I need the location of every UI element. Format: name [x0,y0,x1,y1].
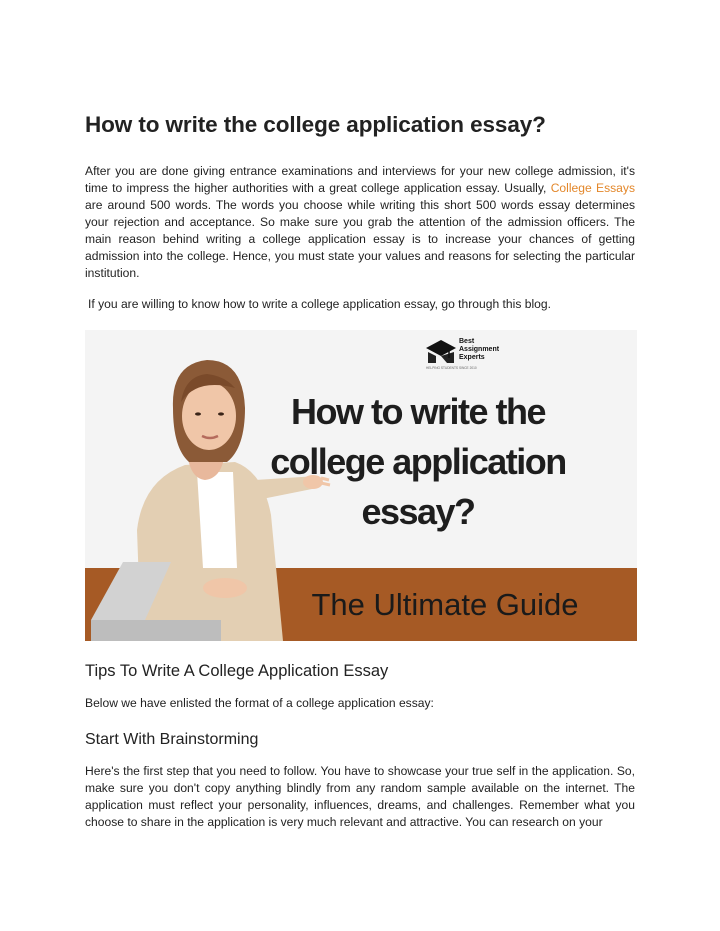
headline-line-1: How to write the [291,391,545,432]
headline-line-2: college application [270,441,566,482]
banner-footer-text: The Ultimate Guide [311,587,579,622]
logo-text-experts: Experts [459,354,485,361]
logo-tagline: HELPING STUDENTS SINCE 2010 [426,366,477,370]
lead-paragraph: If you are willing to know how to write a college application essay, go through this blog. [88,297,551,311]
section-heading-brainstorming: Start With Brainstorming [85,731,259,748]
page-title: How to write the college application essay? [85,112,546,137]
hero-banner-image [85,330,637,641]
logo-text-assignment: Assignment [459,346,500,353]
logo-text-best: Best [459,338,475,345]
headline-line-3: essay? [361,491,475,532]
section-tips-body: Below we have enlisted the format of a college application essay: [85,696,434,710]
section-heading-tips: Tips To Write A College Application Essay [85,662,389,680]
intro-text-after: are around 500 words. The words you choose while writing this short 500 words essay determines your rejection and acceptance. So make sure you grab the attention of the admission officers. The main reason behind writing a college application essay is to increase your chances of getting admission into the college. Hence, you must state your values and reasons for selecting the particular institution. [85,198,635,280]
intro-paragraph [85,163,635,282]
section-brainstorming-body: Here's the first step that you need to follow. You have to showcase your true self in the application. So, make sure you don't copy anything blindly from any random sample available on the internet. The application must reflect your personality, influences, dreams, and challenges. Remember what you choose to share in the application is very much relevant and attractive. You can research on your [85,764,635,829]
intro-text-before: After you are done giving entrance examinations and interviews for your new college admission, it's time to impress the higher authorities with a great college application essay. Usually, [85,164,635,195]
college-essays-link[interactable]: College Essays [550,181,635,195]
